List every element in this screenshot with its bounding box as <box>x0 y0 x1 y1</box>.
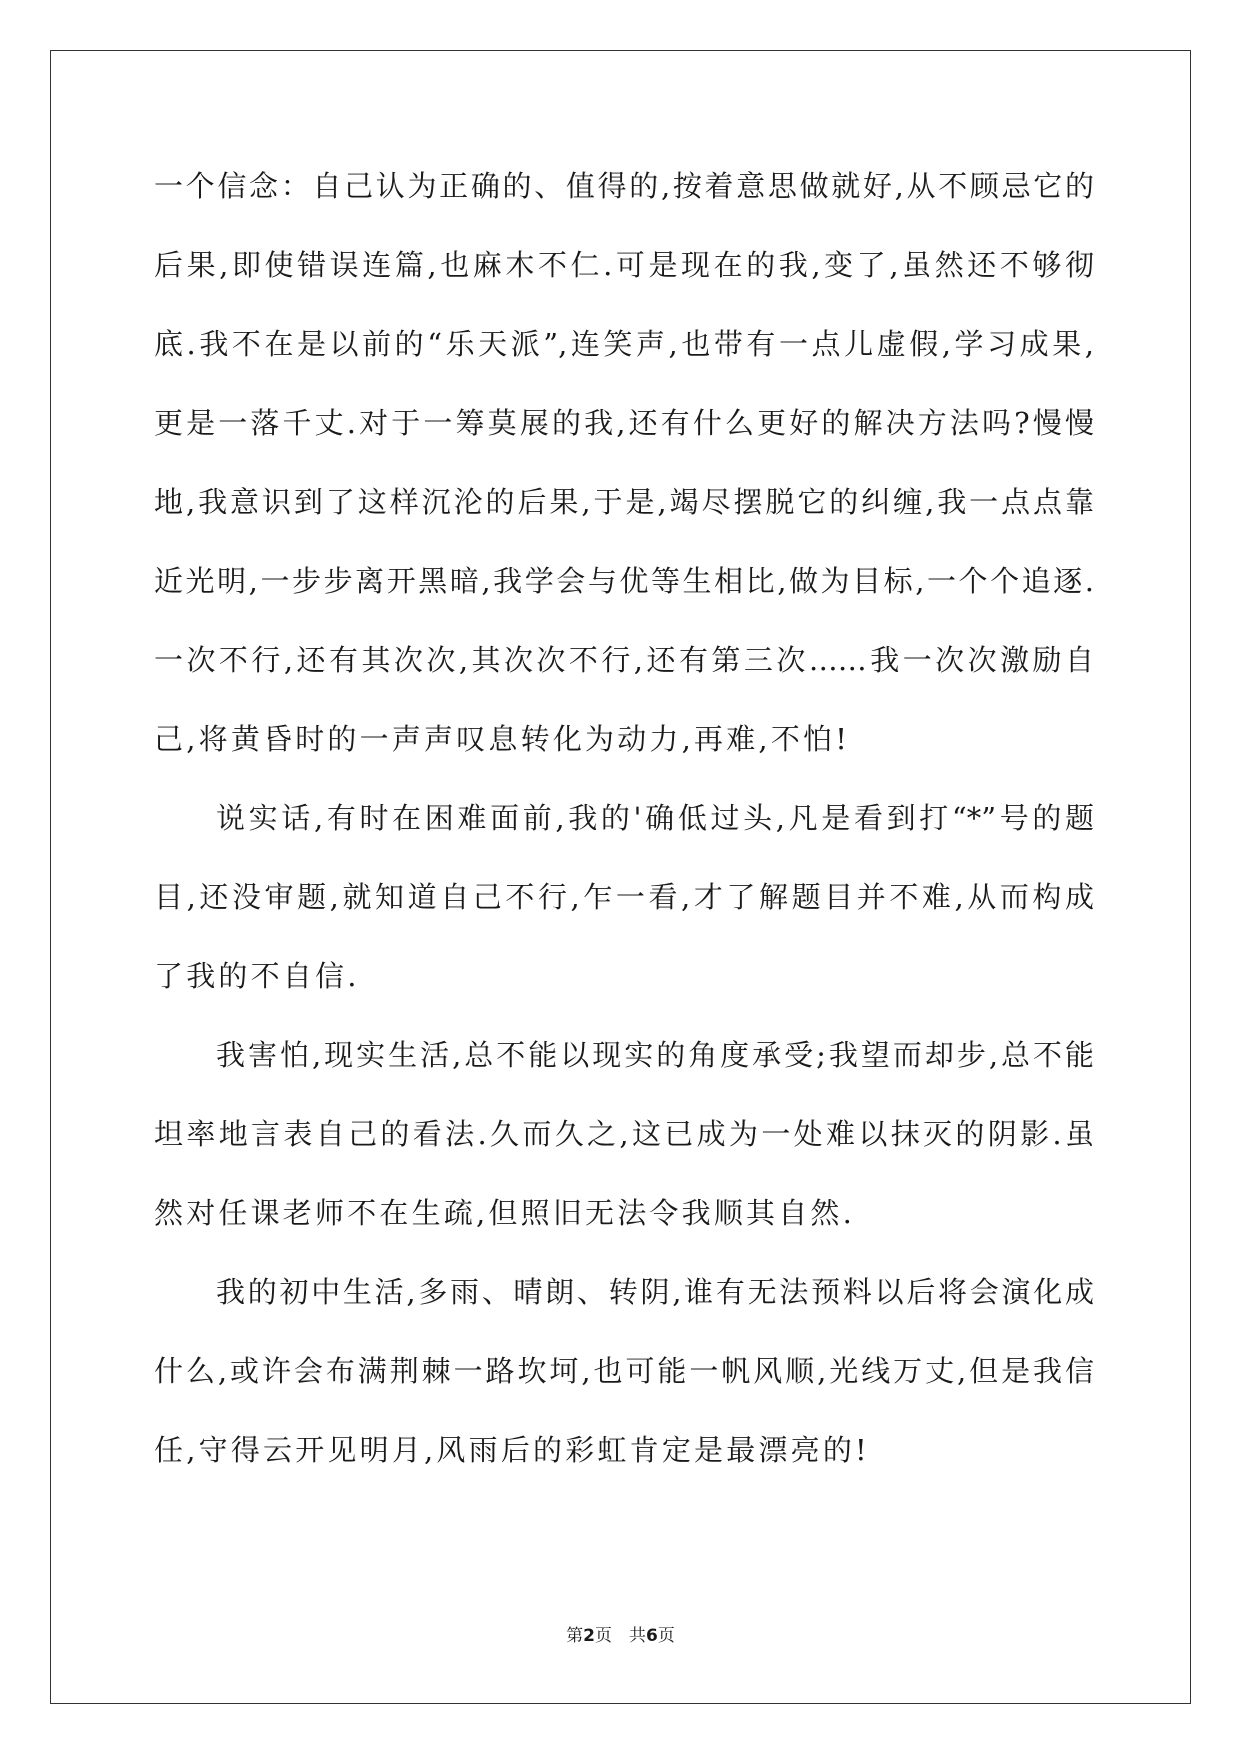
text-line: 底.我不在是以前的“乐天派”,连笑声,也带有一点儿虚假,学习成果, <box>154 327 1094 361</box>
text-line: 坦率地言表自己的看法.久而久之,这已成为一处难以抹灭的阴影.虽 <box>154 1117 1094 1151</box>
text-line: 什么,或许会布满荆棘一路坎坷,也可能一帆风顺,光线万丈,但是我信 <box>154 1354 1094 1388</box>
paragraph-first-line: 说实话,有时在困难面前,我的'确低过头,凡是看到打“*”号的题 <box>216 801 1094 835</box>
footer-prefix: 第 <box>566 1626 584 1646</box>
text-line: 一次不行,还有其次次,其次次不行,还有第三次……我一次次激励自 <box>154 643 1094 677</box>
text-line: 后果,即使错误连篇,也麻木不仁.可是现在的我,变了,虽然还不够彻 <box>154 248 1094 282</box>
total-pages-number: 6 <box>646 1626 658 1646</box>
current-page-number: 2 <box>583 1626 595 1646</box>
paragraph-first-line: 我害怕,现实生活,总不能以现实的角度承受;我望而却步,总不能 <box>216 1038 1094 1072</box>
page-footer <box>0 1624 1241 1648</box>
text-line: 近光明,一步步离开黑暗,我学会与优等生相比,做为目标,一个个追逐. <box>154 564 1094 598</box>
footer-middle: 页 共 <box>595 1626 646 1646</box>
footer-suffix: 页 <box>657 1626 675 1646</box>
text-line: 然对任课老师不在生疏,但照旧无法令我顺其自然. <box>154 1196 856 1230</box>
body-text <box>154 147 1094 1490</box>
text-line: 更是一落千丈.对于一筹莫展的我,还有什么更好的解决方法吗?慢慢 <box>154 406 1094 440</box>
text-line: 一个信念：自己认为正确的、值得的,按着意思做就好,从不顾忌它的 <box>154 169 1094 203</box>
text-line: 任,守得云开见明月,风雨后的彩虹肯定是最漂亮的! <box>154 1433 870 1467</box>
text-line: 地,我意识到了这样沉沦的后果,于是,竭尽摆脱它的纠缠,我一点点靠 <box>154 485 1094 519</box>
text-line: 了我的不自信. <box>154 959 360 993</box>
paragraph-first-line: 我的初中生活,多雨、晴朗、转阴,谁有无法预料以后将会演化成 <box>216 1275 1094 1309</box>
text-line: 己,将黄昏时的一声声叹息转化为动力,再难,不怕! <box>154 722 851 756</box>
text-line: 目,还没审题,就知道自己不行,乍一看,才了解题目并不难,从而构成 <box>154 880 1094 914</box>
